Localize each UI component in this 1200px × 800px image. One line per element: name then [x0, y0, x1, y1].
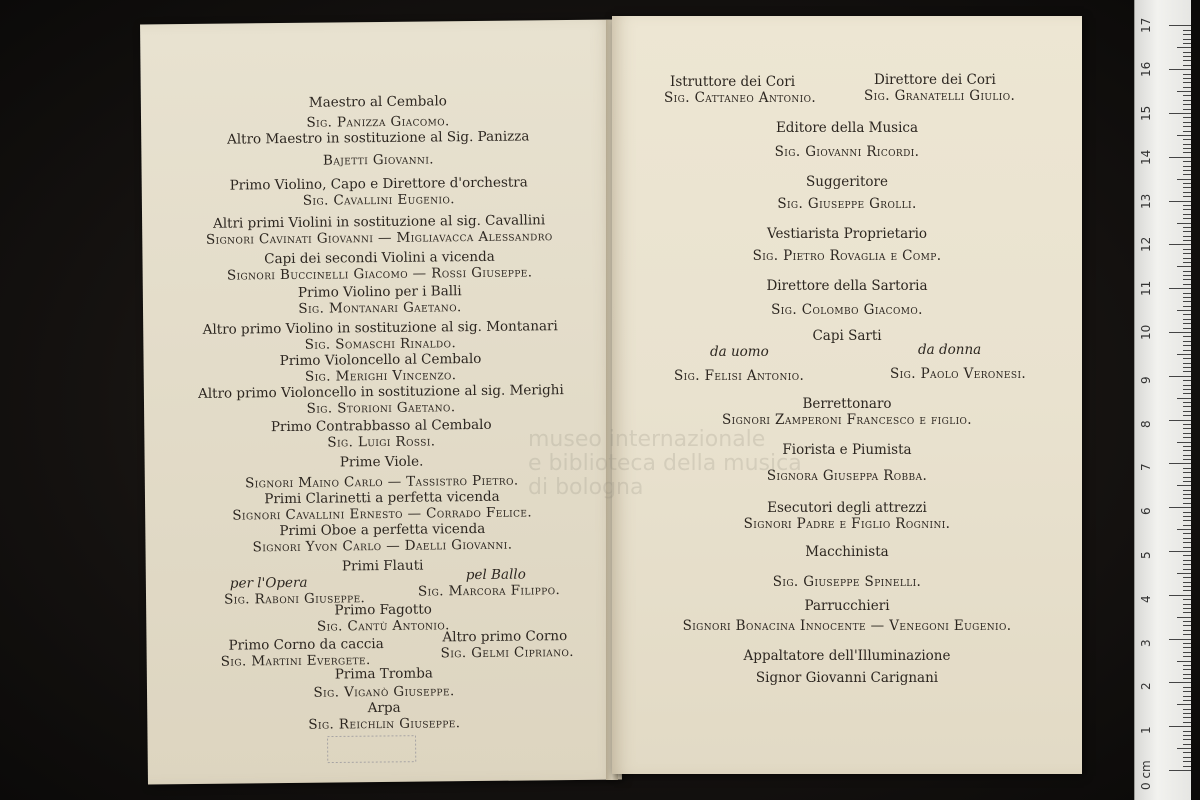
ruler-tick — [1177, 91, 1191, 92]
left-page — [140, 20, 622, 785]
ruler-tick — [1183, 569, 1191, 570]
ruler-tick — [1183, 542, 1191, 543]
role-heading: Altro primo Violoncello in sostituzione al sig. Merighi — [197, 382, 564, 402]
ruler-number: 2 — [1139, 682, 1153, 691]
ruler-tick — [1183, 647, 1191, 648]
ruler-tick — [1177, 354, 1191, 355]
role-heading: Macchinista — [805, 544, 889, 560]
ruler-tick — [1183, 301, 1191, 302]
ruler-tick — [1183, 735, 1191, 736]
role-heading: Altri primi Violini in sostituzione al sig. Cavallini — [212, 212, 546, 232]
ruler-tick — [1183, 481, 1191, 482]
person-name: Sig. Montanari Gaetano. — [298, 299, 462, 317]
ruler-tick — [1183, 350, 1191, 351]
ruler-tick — [1183, 433, 1191, 434]
ruler-tick — [1169, 463, 1191, 464]
role-heading: Primo Fagotto — [334, 601, 432, 619]
sarti-donna-heading: da donna — [918, 342, 982, 358]
ruler-tick — [1183, 43, 1191, 44]
ruler-tick — [1183, 253, 1191, 254]
person-name: Sig. Colombo Giacomo. — [771, 302, 923, 318]
ruler-tick — [1177, 398, 1191, 399]
ruler-tick — [1183, 512, 1191, 513]
ruler-tick — [1183, 122, 1191, 123]
ruler-tick — [1183, 258, 1191, 259]
watermark-line: di bologna — [528, 475, 644, 500]
ruler-tick — [1183, 109, 1191, 110]
role-heading: Berrettonaro — [802, 396, 892, 412]
ruler-tick — [1169, 507, 1191, 508]
person-name: Sig. Reichlin Giuseppe. — [308, 715, 461, 733]
role-heading: Parrucchieri — [804, 598, 890, 614]
ruler-tick — [1183, 144, 1191, 145]
ruler-tick — [1183, 713, 1191, 714]
cori-right-name: Sig. Granatelli Giulio. — [864, 88, 1016, 104]
ruler-tick — [1183, 297, 1191, 298]
ruler-tick — [1183, 209, 1191, 210]
ruler-tick — [1183, 446, 1191, 447]
museum-watermark — [528, 428, 802, 500]
ruler-tick — [1183, 82, 1191, 83]
ruler-tick — [1177, 223, 1191, 224]
role-heading: Altro Maestro in sostituzione al Sig. Panizza — [226, 128, 530, 148]
ruler-tick — [1183, 306, 1191, 307]
ruler-tick — [1183, 314, 1191, 315]
ruler-tick — [1183, 271, 1191, 272]
library-stamp — [325, 732, 417, 767]
watermark-line: e biblioteca della musica — [528, 451, 802, 476]
ruler-tick — [1177, 442, 1191, 443]
cori-left-heading: Istruttore dei Cori — [670, 74, 796, 90]
role-heading: Primi Oboe a perfetta vicenda — [279, 520, 486, 540]
ruler-tick — [1183, 393, 1191, 394]
person-name: Signori Cavallini Ernesto — Corrado Felice. — [232, 504, 533, 524]
ruler-tick — [1183, 284, 1191, 285]
person-name: Bajetti Giovanni. — [322, 151, 435, 169]
ruler-tick — [1183, 722, 1191, 723]
ruler-tick — [1183, 39, 1191, 40]
ruler-tick — [1183, 166, 1191, 167]
person-name: Signori Maino Carlo — Tassistro Pietro. — [245, 472, 519, 492]
ruler-tick — [1169, 420, 1191, 421]
role-heading: Prime Viole. — [339, 453, 424, 471]
ruler-tick — [1169, 332, 1191, 333]
ruler-tick — [1183, 389, 1191, 390]
ruler-number: 6 — [1139, 507, 1153, 516]
ruler-tick — [1183, 341, 1191, 342]
flauti-opera-heading: per l'Opera — [229, 574, 308, 592]
ruler-tick — [1183, 231, 1191, 232]
flauti-opera-name: Sig. Raboni Giuseppe. — [223, 590, 366, 608]
person-name: Signor Giovanni Carignani — [755, 670, 939, 686]
ruler-tick — [1169, 69, 1191, 70]
ruler-tick — [1169, 244, 1191, 245]
person-name: Sig. Cavallini Eugenio. — [302, 191, 455, 209]
ruler-tick — [1183, 450, 1191, 451]
ruler-tick — [1169, 113, 1191, 114]
ruler-tick — [1183, 665, 1191, 666]
person-name: Signori Bonacina Innocente — Venegoni Eugenio. — [682, 618, 1012, 634]
ruler-number: 3 — [1139, 638, 1153, 647]
person-name: Sig. Viganò Giuseppe. — [313, 683, 455, 701]
ruler-tick — [1183, 95, 1191, 96]
ruler-tick — [1183, 131, 1191, 132]
ruler-tick — [1183, 525, 1191, 526]
ruler-tick — [1183, 152, 1191, 153]
flauti-ballo-name: Sig. Marcora Filippo. — [417, 582, 561, 600]
role-heading: Capi Sarti — [812, 328, 882, 344]
ruler-tick — [1183, 161, 1191, 162]
ruler-tick — [1169, 770, 1191, 771]
ruler-tick — [1177, 266, 1191, 267]
ruler-tick — [1183, 34, 1191, 35]
measurement-ruler — [1134, 0, 1191, 800]
ruler-tick — [1177, 485, 1191, 486]
role-heading: Maestro al Cembalo — [308, 93, 447, 111]
role-heading: Primi Clarinetti a perfetta vicenda — [264, 488, 500, 508]
ruler-tick — [1183, 192, 1191, 193]
ruler-tick — [1183, 187, 1191, 188]
ruler-tick — [1169, 201, 1191, 202]
ruler-tick — [1183, 415, 1191, 416]
ruler-tick — [1177, 529, 1191, 530]
ruler-number: 8 — [1139, 419, 1153, 428]
ruler-tick — [1183, 293, 1191, 294]
role-heading: Primo Violoncello al Cembalo — [279, 350, 482, 370]
ruler-tick — [1183, 744, 1191, 745]
ruler-tick — [1177, 310, 1191, 311]
ruler-tick — [1183, 30, 1191, 31]
ruler-tick — [1183, 752, 1191, 753]
role-heading: Arpa — [367, 699, 401, 717]
ruler-tick — [1183, 100, 1191, 101]
ruler-tick — [1183, 275, 1191, 276]
person-name: Sig. Giuseppe Grolli. — [777, 196, 917, 212]
ruler-tick — [1183, 214, 1191, 215]
ruler-tick — [1183, 279, 1191, 280]
ruler-tick — [1183, 65, 1191, 66]
corno-right-heading: Altro primo Corno — [442, 628, 568, 646]
ruler-tick — [1183, 564, 1191, 565]
ruler-number: 7 — [1139, 463, 1153, 472]
ruler-tick — [1183, 468, 1191, 469]
ruler-tick — [1177, 661, 1191, 662]
ruler-tick — [1177, 179, 1191, 180]
ruler-tick — [1183, 437, 1191, 438]
ruler-tick — [1177, 617, 1191, 618]
ruler-tick — [1183, 477, 1191, 478]
person-name: Sig. Panizza Giacomo. — [306, 113, 450, 131]
ruler-tick — [1183, 656, 1191, 657]
role-heading: Prima Tromba — [334, 665, 433, 683]
ruler-tick — [1183, 424, 1191, 425]
ruler-tick — [1183, 385, 1191, 386]
sarti-donna-name: Sig. Paolo Veronesi. — [890, 366, 1027, 382]
person-name: Sig. Storioni Gaetano. — [306, 399, 456, 417]
ruler-tick — [1183, 74, 1191, 75]
person-name: Sig. Cantù Antonio. — [316, 617, 450, 635]
ruler-tick — [1183, 52, 1191, 53]
ruler-tick — [1183, 170, 1191, 171]
ruler-tick — [1183, 717, 1191, 718]
ruler-tick — [1183, 183, 1191, 184]
ruler-tick — [1183, 731, 1191, 732]
ruler-number: 10 — [1139, 324, 1153, 340]
ruler-tick — [1183, 56, 1191, 57]
ruler-tick — [1183, 236, 1191, 237]
ruler-tick — [1177, 47, 1191, 48]
ruler-tick — [1183, 757, 1191, 758]
person-name: Signori Cavinati Giovanni — Migliavacca Alessandro — [205, 228, 553, 248]
ruler-tick — [1183, 652, 1191, 653]
right-page — [612, 16, 1082, 774]
ruler-tick — [1183, 761, 1191, 762]
sarti-uomo-heading: da uomo — [710, 344, 769, 360]
person-name: Signori Padre e Figlio Rognini. — [743, 516, 951, 532]
ruler-number: 16 — [1139, 61, 1153, 78]
ruler-tick — [1183, 345, 1191, 346]
ruler-tick — [1183, 630, 1191, 631]
ruler-tick — [1183, 700, 1191, 701]
ruler-tick — [1183, 555, 1191, 556]
ruler-number: 12 — [1139, 237, 1153, 253]
ruler-number: 11 — [1139, 280, 1153, 297]
ruler-tick — [1183, 634, 1191, 635]
ruler-tick — [1183, 739, 1191, 740]
ruler-tick — [1183, 582, 1191, 583]
ruler-tick — [1183, 371, 1191, 372]
ruler-tick — [1183, 205, 1191, 206]
ruler-tick — [1183, 709, 1191, 710]
ruler-tick — [1183, 472, 1191, 473]
person-name: Sig. Giovanni Ricordi. — [774, 144, 920, 160]
role-heading: Primo Contrabbasso al Cembalo — [270, 416, 492, 436]
cori-right-heading: Direttore dei Cori — [874, 72, 996, 88]
person-name: Sig. Somaschi Rinaldo. — [304, 335, 457, 353]
ruler-tick — [1169, 682, 1191, 683]
ruler-tick — [1183, 590, 1191, 591]
ruler-tick — [1183, 547, 1191, 548]
cori-left-name: Sig. Cattaneo Antonio. — [664, 90, 817, 106]
ruler-number: 15 — [1139, 105, 1153, 121]
ruler-tick — [1183, 599, 1191, 600]
role-heading: Altro primo Violino in sostituzione al sig. Montanari — [202, 318, 558, 338]
ruler-tick — [1183, 490, 1191, 491]
role-heading: Capi dei secondi Violini a vicenda — [264, 248, 495, 268]
ruler-number: 4 — [1139, 595, 1153, 603]
ruler-tick — [1183, 104, 1191, 105]
ruler-tick — [1169, 726, 1191, 727]
ruler-number: 1 — [1139, 726, 1153, 735]
person-name: Signori Zamperoni Francesco e figlio. — [721, 412, 972, 428]
corno-right-name: Sig. Gelmi Cipriano. — [440, 643, 575, 662]
ruler-tick — [1169, 595, 1191, 596]
ruler-tick — [1183, 625, 1191, 626]
ruler-tick — [1183, 60, 1191, 61]
ruler-tick — [1183, 560, 1191, 561]
ruler-tick — [1183, 240, 1191, 241]
ruler-tick — [1183, 538, 1191, 539]
person-name: Sig. Luigi Rossi. — [327, 433, 436, 451]
ruler-tick — [1169, 551, 1191, 552]
ruler-tick — [1183, 577, 1191, 578]
ruler-tick — [1183, 687, 1191, 688]
ruler-tick — [1183, 766, 1191, 767]
person-name: Signora Giuseppa Robba. — [766, 468, 928, 484]
ruler-tick — [1177, 704, 1191, 705]
role-heading: Appaltatore dell'Illuminazione — [743, 648, 951, 664]
role-heading: Primo Violino, Capo e Direttore d'orchestra — [229, 174, 528, 194]
ruler-tick — [1183, 323, 1191, 324]
ruler-number: 17 — [1139, 18, 1153, 34]
ruler-tick — [1183, 406, 1191, 407]
ruler-tick — [1183, 669, 1191, 670]
stamp-graphic — [325, 732, 417, 767]
ruler-tick — [1183, 363, 1191, 364]
ruler-tick — [1183, 586, 1191, 587]
person-name: Sig. Pietro Rovaglia e Comp. — [752, 248, 942, 264]
ruler-tick — [1183, 520, 1191, 521]
ruler-tick — [1183, 358, 1191, 359]
ruler-tick — [1169, 157, 1191, 158]
role-heading: Vestiarista Proprietario — [766, 226, 928, 242]
ruler-tick — [1183, 428, 1191, 429]
ruler-tick — [1183, 174, 1191, 175]
ruler-tick — [1169, 376, 1191, 377]
role-heading: Suggeritore — [806, 174, 888, 190]
person-name: Sig. Merighi Vincenzo. — [304, 367, 457, 385]
corno-left-heading: Primo Corno da caccia — [228, 635, 384, 654]
ruler-tick — [1183, 402, 1191, 403]
ruler-tick — [1183, 612, 1191, 613]
ruler-tick — [1183, 196, 1191, 197]
sarti-uomo-name: Sig. Felisi Antonio. — [674, 368, 805, 384]
ruler-unit-label: 0 cm — [1139, 760, 1153, 790]
ruler-tick — [1183, 691, 1191, 692]
ruler-tick — [1183, 117, 1191, 118]
ruler-tick — [1169, 288, 1191, 289]
ruler-number: 14 — [1139, 149, 1153, 165]
corno-left-name: Sig. Martini Evergete. — [220, 652, 371, 670]
ruler-tick — [1183, 604, 1191, 605]
ruler-tick — [1183, 336, 1191, 337]
flauti-ballo-heading: pel Ballo — [465, 566, 526, 584]
role-heading: Primi Flauti — [341, 557, 424, 575]
ruler-tick — [1183, 516, 1191, 517]
ruler-tick — [1183, 455, 1191, 456]
ruler-tick — [1169, 25, 1191, 26]
ruler-tick — [1183, 218, 1191, 219]
ruler-tick — [1183, 411, 1191, 412]
watermark-line: museo internazionale — [528, 427, 766, 452]
ruler-tick — [1183, 696, 1191, 697]
ruler-tick — [1177, 135, 1191, 136]
ruler-tick — [1183, 367, 1191, 368]
ruler-tick — [1183, 533, 1191, 534]
ruler-tick — [1183, 643, 1191, 644]
person-name: Sig. Giuseppe Spinelli. — [772, 574, 922, 590]
ruler-tick — [1183, 674, 1191, 675]
role-heading: Fiorista e Piumista — [782, 442, 912, 458]
ruler-tick — [1183, 227, 1191, 228]
role-heading: Primo Violino per i Balli — [297, 283, 462, 301]
ruler-number: 9 — [1139, 376, 1153, 384]
ruler-tick — [1183, 148, 1191, 149]
ruler-tick — [1183, 262, 1191, 263]
ruler-tick — [1183, 380, 1191, 381]
ruler-tick — [1183, 498, 1191, 499]
ruler-number: 13 — [1139, 193, 1153, 209]
ruler-tick — [1183, 621, 1191, 622]
ruler-tick — [1183, 503, 1191, 504]
ruler-tick — [1183, 608, 1191, 609]
ruler-tick — [1177, 573, 1191, 574]
ruler-tick — [1183, 139, 1191, 140]
role-heading: Editore della Musica — [775, 120, 919, 136]
person-name: Signori Yvon Carlo — Daelli Giovanni. — [252, 536, 513, 556]
person-name: Signori Buccinelli Giacomo — Rossi Giuseppe. — [226, 264, 533, 284]
ruler-tick — [1177, 748, 1191, 749]
ruler-number: 5 — [1139, 551, 1153, 559]
ruler-tick — [1183, 126, 1191, 127]
role-heading: Esecutori degli attrezzi — [767, 500, 927, 516]
ruler-tick — [1183, 78, 1191, 79]
ruler-tick — [1183, 319, 1191, 320]
ruler-tick — [1183, 678, 1191, 679]
ruler-tick — [1169, 639, 1191, 640]
ruler-tick — [1183, 87, 1191, 88]
role-heading: Direttore della Sartoria — [766, 278, 928, 294]
ruler-tick — [1183, 249, 1191, 250]
ruler-tick — [1183, 494, 1191, 495]
ruler-tick — [1183, 328, 1191, 329]
ruler-tick — [1183, 459, 1191, 460]
